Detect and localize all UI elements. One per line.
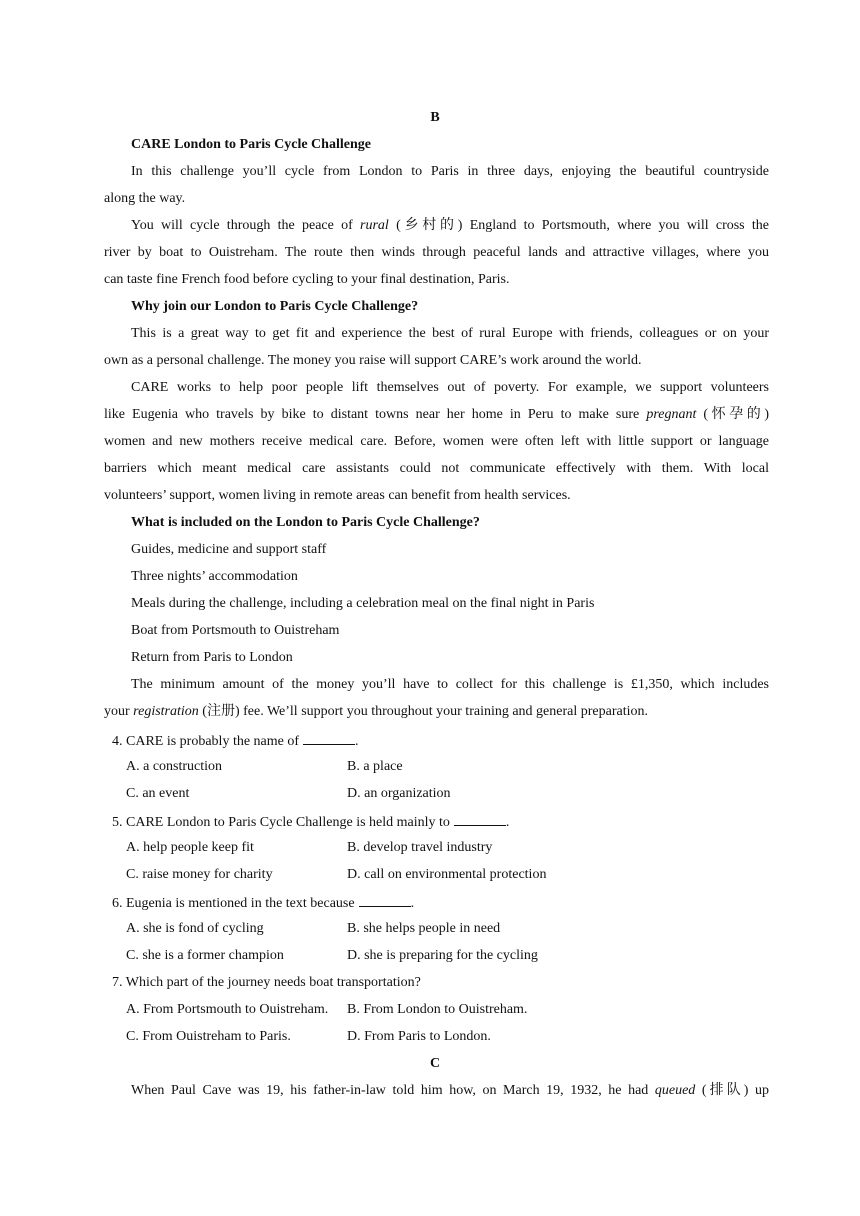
chinese-gloss: (注册)	[198, 704, 244, 719]
paragraph-line: In this challenge you’ll cycle from London to Paris in three days, enjoying the beautiful countryside	[131, 164, 769, 179]
paragraph-line: like Eugenia who travels by bike to distant towns near her home in Peru to make sure pregnant (怀孕的)	[104, 407, 770, 422]
article-title: CARE London to Paris Cycle Challenge	[131, 137, 371, 152]
chinese-gloss: (怀孕的)	[696, 407, 770, 422]
section-c-letter: C	[429, 1056, 441, 1071]
chinese-gloss: (排队)	[695, 1083, 755, 1098]
paragraph-line: women and new mothers receive medical care. Before, women were often left with little support or language	[104, 434, 769, 449]
question-stem: 6. Eugenia is mentioned in the text because .	[112, 892, 414, 914]
paragraph-line: along the way.	[104, 191, 186, 206]
paragraph-line: your registration (注册) fee. We’ll support you throughout your training and general preparation.	[104, 704, 648, 719]
paragraph-line: This is a great way to get fit and experience the best of rural Europe with friends, colleagues or on your	[131, 326, 769, 341]
option-a: A. help people keep fit	[126, 840, 254, 855]
answer-blank	[303, 730, 355, 745]
vocab-term: pregnant	[646, 407, 697, 422]
question-stem: 4. CARE is probably the name of .	[112, 730, 359, 752]
list-item: Guides, medicine and support staff	[131, 542, 327, 557]
option-b: B. she helps people in need	[347, 921, 501, 936]
option-a: A. she is fond of cycling	[126, 921, 264, 936]
question-stem: 5. CARE London to Paris Cycle Challenge is held mainly to .	[112, 811, 509, 833]
paragraph-line: volunteers’ support, women living in remote areas can benefit from health services.	[104, 488, 571, 503]
paragraph-line: When Paul Cave was 19, his father-in-law told him how, on March 19, 1932, he had queued (排队) up	[131, 1083, 769, 1098]
option-c: C. From Ouistreham to Paris.	[126, 1029, 291, 1044]
section-heading: What is included on the London to Paris Cycle Challenge?	[131, 515, 480, 530]
vocab-term: rural	[360, 218, 389, 233]
question-stem: 7. Which part of the journey needs boat transportation?	[112, 975, 421, 990]
list-item: Meals during the challenge, including a celebration meal on the final night in Paris	[131, 596, 595, 611]
option-a: A. From Portsmouth to Ouistreham.	[126, 1002, 329, 1017]
option-c: C. raise money for charity	[126, 867, 273, 882]
option-c: C. she is a former champion	[126, 948, 284, 963]
option-d: D. an organization	[347, 786, 451, 801]
paragraph-line: You will cycle through the peace of rural (乡村的) England to Portsmouth, where you will cross the	[131, 218, 769, 233]
option-a: A. a construction	[126, 759, 223, 774]
option-b: B. a place	[347, 759, 403, 774]
paragraph-line: barriers which meant medical care assistants could not communicate effectively with them. With local	[104, 461, 769, 476]
vocab-term: registration	[133, 704, 199, 719]
option-d: D. she is preparing for the cycling	[347, 948, 538, 963]
section-b-letter: B	[430, 110, 440, 125]
vocab-term: queued	[654, 1083, 696, 1098]
chinese-gloss: (乡村的)	[388, 218, 470, 233]
paragraph-line: own as a personal challenge. The money you raise will support CARE’s work around the world.	[104, 353, 642, 368]
option-b: B. From London to Ouistreham.	[347, 1002, 528, 1017]
list-item: Boat from Portsmouth to Ouistreham	[131, 623, 340, 638]
paragraph-line: The minimum amount of the money you’ll have to collect for this challenge is £1,350, which includes	[131, 677, 769, 692]
list-item: Three nights’ accommodation	[131, 569, 298, 584]
option-b: B. develop travel industry	[347, 840, 493, 855]
list-item: Return from Paris to London	[131, 650, 293, 665]
answer-blank	[454, 811, 506, 826]
section-heading: Why join our London to Paris Cycle Challenge?	[131, 299, 419, 314]
option-c: C. an event	[126, 786, 190, 801]
paragraph-line: river by boat to Ouistreham. The route then winds through peaceful lands and attractive villages, where you	[104, 245, 769, 260]
paragraph-line: CARE works to help poor people lift themselves out of poverty. For example, we support volunteers	[131, 380, 769, 395]
option-d: D. From Paris to London.	[347, 1029, 491, 1044]
option-d: D. call on environmental protection	[347, 867, 547, 882]
paragraph-line: can taste fine French food before cycling to your final destination, Paris.	[104, 272, 510, 287]
answer-blank	[359, 892, 411, 907]
